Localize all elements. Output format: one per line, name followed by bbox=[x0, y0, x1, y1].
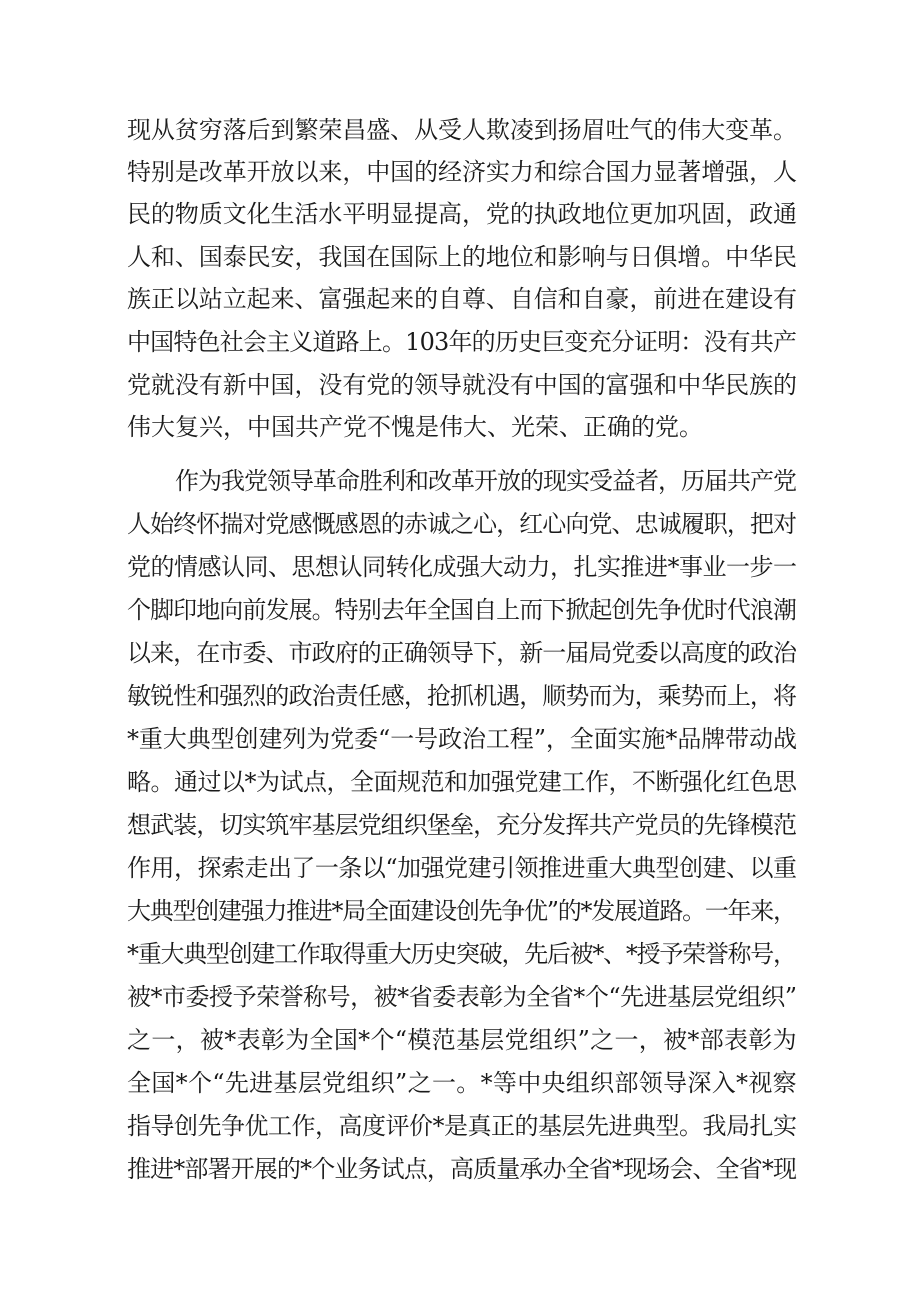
paragraph-line: *重大典型创建列为党委“一号政治工程”，全面实施*品牌带动战 bbox=[127, 725, 797, 753]
paragraph-line: 以来，在市委、市政府的正确领导下，新一届局党委以高度的政治 bbox=[127, 639, 797, 667]
paragraph-line: 伟大复兴，中国共产党不愧是伟大、光荣、正确的党。 bbox=[127, 413, 703, 441]
paragraph-line: 中国特色社会主义道路上。103年的历史巨变充分证明：没有共产 bbox=[127, 328, 797, 356]
paragraph-line: 指导创先争优工作，高度评价*是真正的基层先进典型。我局扎实 bbox=[127, 1112, 797, 1140]
paragraph-line: 想武装，切实筑牢基层党组织堡垒，充分发挥共产党员的先锋模范 bbox=[127, 811, 797, 839]
paragraph-line: 大典型创建强力推进*局全面建设创先争优”的*发展道路。一年来， bbox=[127, 897, 796, 925]
paragraph-line: 族正以站立起来、富强起来的自尊、自信和自豪，前进在建设有 bbox=[127, 285, 797, 313]
paragraph-line: 全国*个“先进基层党组织”之一。*等中央组织部领导深入*视察 bbox=[127, 1069, 797, 1097]
paragraph-line: 人始终怀揣对党感慨感恩的赤诚之心，红心向党、忠诚履职，把对 bbox=[127, 510, 797, 538]
paragraph-line: 人和、国泰民安，我国在国际上的地位和影响与日俱增。中华民 bbox=[127, 243, 797, 271]
paragraph-line: 被*市委授予荣誉称号，被*省委表彰为全省*个“先进基层党组织” bbox=[127, 983, 797, 1011]
paragraph-line: 现从贫穷落后到繁荣昌盛、从受人欺凌到扬眉吐气的伟大变革。 bbox=[127, 116, 797, 144]
paragraph-first-line: 作为我党领导革命胜利和改革开放的现实受益者，历届共产党 bbox=[175, 467, 796, 495]
paragraph-line: 之一，被*表彰为全国*个“模范基层党组织”之一，被*部表彰为 bbox=[127, 1026, 797, 1054]
paragraph-line: 党就没有新中国，没有党的领导就没有中国的富强和中华民族的 bbox=[127, 371, 797, 399]
paragraph-line: 略。通过以*为试点，全面规范和加强党建工作，不断强化红色思 bbox=[127, 768, 797, 796]
paragraph-line: 党的情感认同、思想认同转化成强大动力，扎实推进*事业一步一 bbox=[127, 553, 797, 581]
paragraph-line: 民的物质文化生活水平明显提高，党的执政地位更加巩固，政通 bbox=[127, 200, 797, 228]
paragraph-line: 作用，探索走出了一条以“加强党建引领推进重大典型创建、以重 bbox=[127, 854, 797, 882]
paragraph-line: *重大典型创建工作取得重大历史突破，先后被*、*授予荣誉称号， bbox=[127, 940, 796, 968]
paragraph-line: 特别是改革开放以来，中国的经济实力和综合国力显著增强，人 bbox=[127, 158, 797, 186]
paragraph-line: 推进*部署开展的*个业务试点，高质量承办全省*现场会、全省*现 bbox=[127, 1155, 797, 1183]
paragraph-line: 个脚印地向前发展。特别去年全国自上而下掀起创先争优时代浪潮 bbox=[127, 596, 797, 624]
paragraph-line: 敏锐性和强烈的政治责任感，抢抓机遇，顺势而为，乘势而上，将 bbox=[127, 682, 797, 710]
